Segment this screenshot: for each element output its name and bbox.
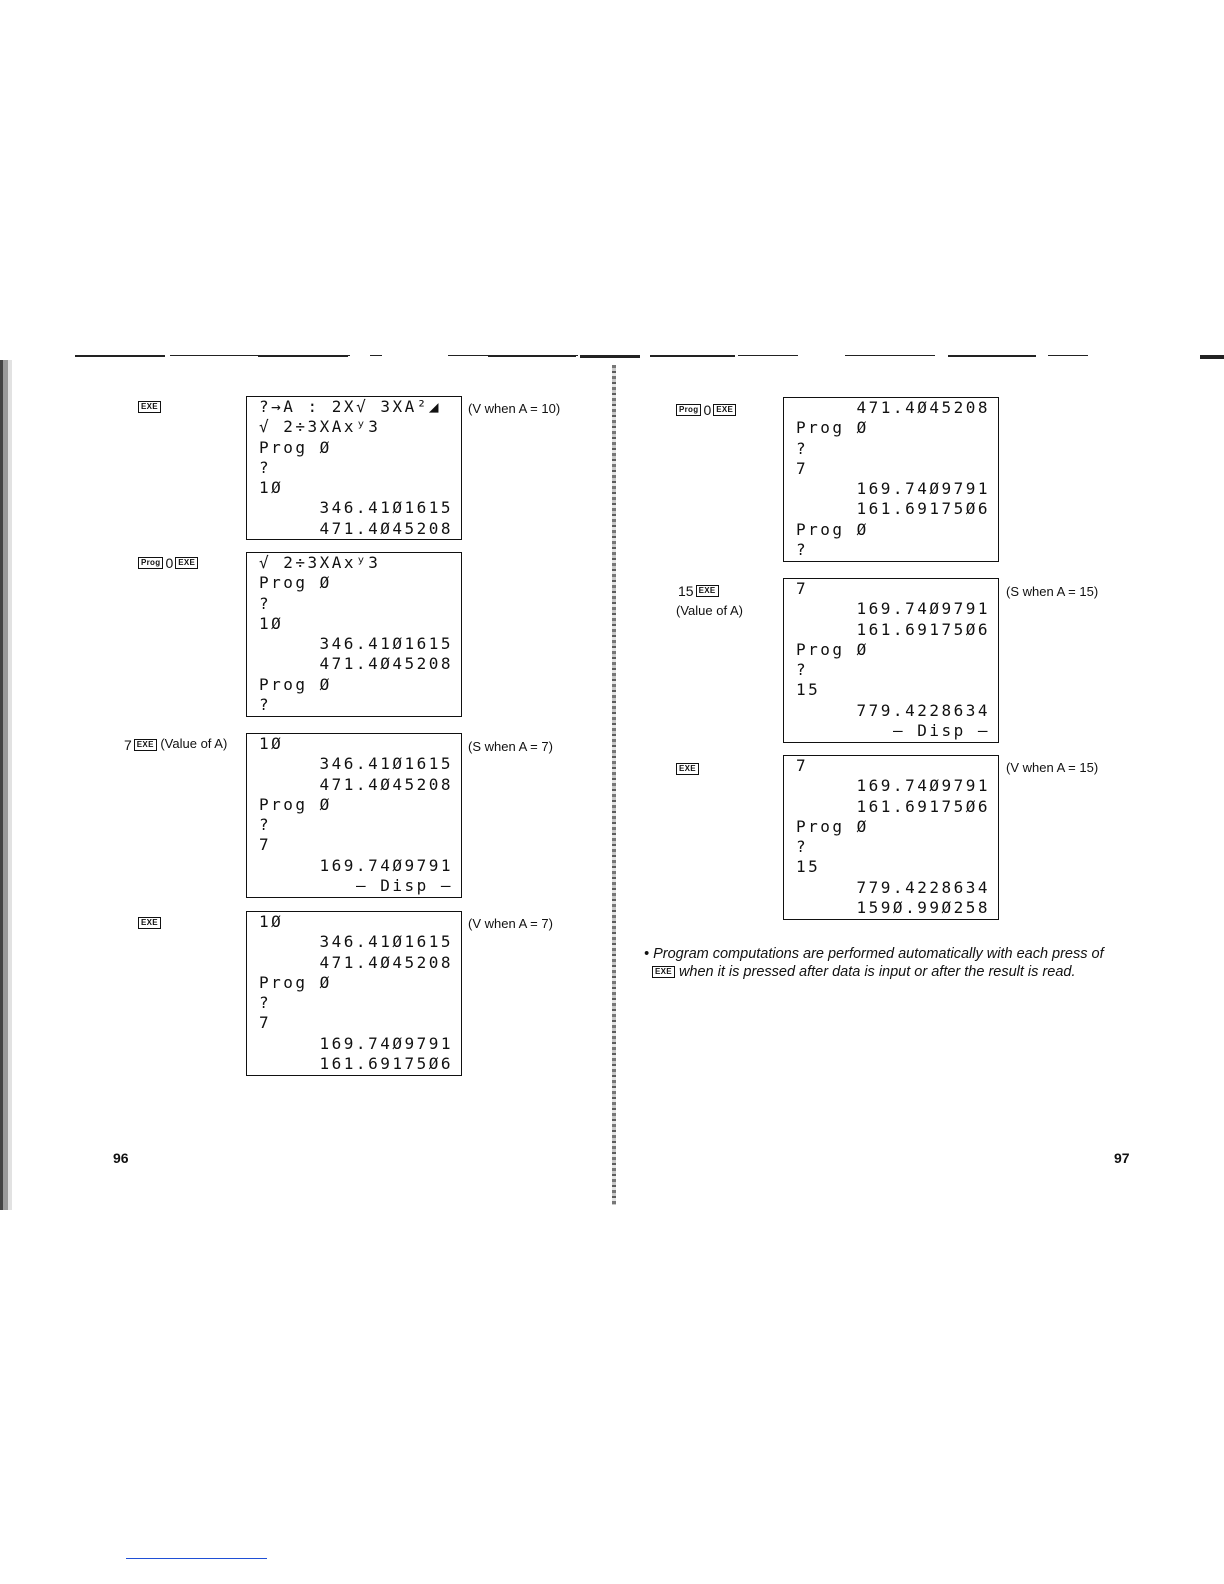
- screen-line: 161.69175Ø6: [856, 796, 990, 816]
- exe-key-icon: EXE: [175, 557, 198, 569]
- bullet-icon: •: [644, 946, 650, 962]
- screen-line: 161.69175Ø6: [319, 1054, 453, 1074]
- screen-line: ?→A : 2X√ 3XA²◢: [259, 397, 441, 416]
- screen-line: Prog Ø: [259, 437, 332, 457]
- page-top-rule: [0, 355, 1224, 358]
- screen-line: 169.74Ø9791: [856, 599, 990, 619]
- exe-key-icon: EXE: [652, 966, 675, 978]
- step-4-keys: [138, 914, 161, 929]
- exe-key-icon: EXE: [696, 585, 719, 597]
- screen-line: ?: [796, 438, 809, 458]
- exe-key-icon: EXE: [134, 739, 157, 751]
- screen-line: √ 2÷3XAхʸ3: [259, 553, 381, 572]
- screen-line: Prog Ø: [259, 794, 332, 814]
- step-2-digit: 0: [165, 554, 174, 571]
- screen-line: 169.74Ø9791: [319, 855, 453, 875]
- step-4-note: (V when A = 7): [468, 916, 553, 931]
- screen-line: ?: [259, 695, 272, 715]
- screen-line: ?: [259, 815, 272, 835]
- screen-line: 346.41Ø1615: [319, 754, 453, 774]
- exe-key-icon: EXE: [138, 401, 161, 413]
- step-5-digit: 0: [703, 401, 712, 418]
- scan-left-edge: [0, 360, 20, 1210]
- footnote-text-2: when it is pressed after data is input or after the result is read.: [678, 964, 1076, 980]
- screen-7: [783, 755, 999, 920]
- screen-5: [783, 397, 999, 562]
- screen-line: 471.4Ø45208: [319, 774, 453, 794]
- screen-line: Prog Ø: [259, 674, 332, 694]
- step-6-note: (S when A = 15): [1006, 584, 1099, 599]
- screen-3: [246, 733, 462, 898]
- step-3-keys: [122, 736, 227, 753]
- screen-line: 471.4Ø45208: [856, 398, 990, 417]
- screen-line: 346.41Ø1615: [319, 634, 453, 654]
- screen-4: [246, 911, 462, 1076]
- exe-key-icon: EXE: [713, 404, 736, 416]
- screen-line: 159Ø.99Ø258: [856, 898, 990, 918]
- screen-line: 169.74Ø9791: [856, 776, 990, 796]
- step-1-keys: [138, 398, 161, 413]
- screen-line: 346.41Ø1615: [319, 498, 453, 518]
- screen-line: — Disp —: [355, 876, 453, 896]
- footnote-line-2: [644, 963, 1144, 981]
- screen-line: ?: [259, 993, 272, 1013]
- screen-line: Prog Ø: [796, 519, 869, 539]
- screen-line: 15: [796, 857, 821, 877]
- footnote: [644, 945, 1144, 981]
- step-6-keys: [676, 582, 719, 599]
- screen-line: 1Ø: [259, 734, 284, 753]
- screen-line: 1Ø: [259, 912, 284, 931]
- screen-line: 779.4228634: [856, 877, 990, 897]
- exe-key-icon: EXE: [676, 763, 699, 775]
- step-6-input: 15: [678, 582, 694, 599]
- screen-line: 1Ø: [259, 613, 284, 633]
- prog-key-icon: Prog: [676, 404, 701, 416]
- screen-line: 161.69175Ø6: [856, 499, 990, 519]
- screen-line: 779.4228634: [856, 700, 990, 720]
- screen-line: ?: [796, 660, 809, 680]
- book-spine: [612, 365, 616, 1205]
- step-7-note: (V when A = 15): [1006, 760, 1099, 775]
- screen-line: Prog Ø: [259, 972, 332, 992]
- step-2-keys: [138, 554, 198, 571]
- scan-artifact-line: [126, 1558, 267, 1559]
- screen-line: Prog Ø: [796, 816, 869, 836]
- exe-key-icon: EXE: [138, 917, 161, 929]
- screen-line: Prog Ø: [796, 639, 869, 659]
- screen-line: 346.41Ø1615: [319, 932, 453, 952]
- screen-line: 471.4Ø45208: [319, 518, 453, 538]
- step-3-key-caption: (Value of A): [160, 736, 228, 751]
- screen-line: 7: [796, 756, 809, 775]
- step-3-input: 7: [124, 736, 132, 753]
- screen-line: 15: [796, 680, 821, 700]
- step-7-keys: [676, 760, 699, 775]
- screen-2: [246, 552, 462, 717]
- screen-line: — Disp —: [892, 721, 990, 741]
- screen-line: 169.74Ø9791: [319, 1033, 453, 1053]
- footnote-line-1: [644, 945, 1144, 963]
- screen-line: 161.69175Ø6: [856, 619, 990, 639]
- screen-line: Prog Ø: [796, 418, 869, 438]
- screen-line: 7: [259, 835, 272, 855]
- screen-line: √ 2÷3XAхʸ3: [259, 417, 381, 437]
- screen-line: ?: [259, 593, 272, 613]
- screen-1: [246, 396, 462, 540]
- screen-line: 471.4Ø45208: [319, 952, 453, 972]
- prog-key-icon: Prog: [138, 557, 163, 569]
- screen-line: 7: [796, 458, 809, 478]
- screen-line: ?: [259, 457, 272, 477]
- page-number-right: 97: [1114, 1150, 1130, 1166]
- screen-line: 7: [259, 1013, 272, 1033]
- screen-line: 471.4Ø45208: [319, 654, 453, 674]
- screen-line: ?: [796, 540, 809, 560]
- screen-line: 7: [796, 579, 809, 598]
- screen-line: Prog Ø: [259, 573, 332, 593]
- step-6-key-caption: (Value of A): [676, 603, 743, 618]
- screen-6: [783, 578, 999, 743]
- screen-line: 1Ø: [259, 478, 284, 498]
- step-5-keys: [676, 401, 736, 418]
- footnote-text-1: Program computations are performed automatically with each press of: [653, 946, 1104, 962]
- step-1-note: (V when A = 10): [468, 401, 561, 416]
- step-3-note: (S when A = 7): [468, 739, 553, 754]
- page-number-left: 96: [113, 1150, 129, 1166]
- screen-line: 169.74Ø9791: [856, 479, 990, 499]
- screen-line: ?: [796, 837, 809, 857]
